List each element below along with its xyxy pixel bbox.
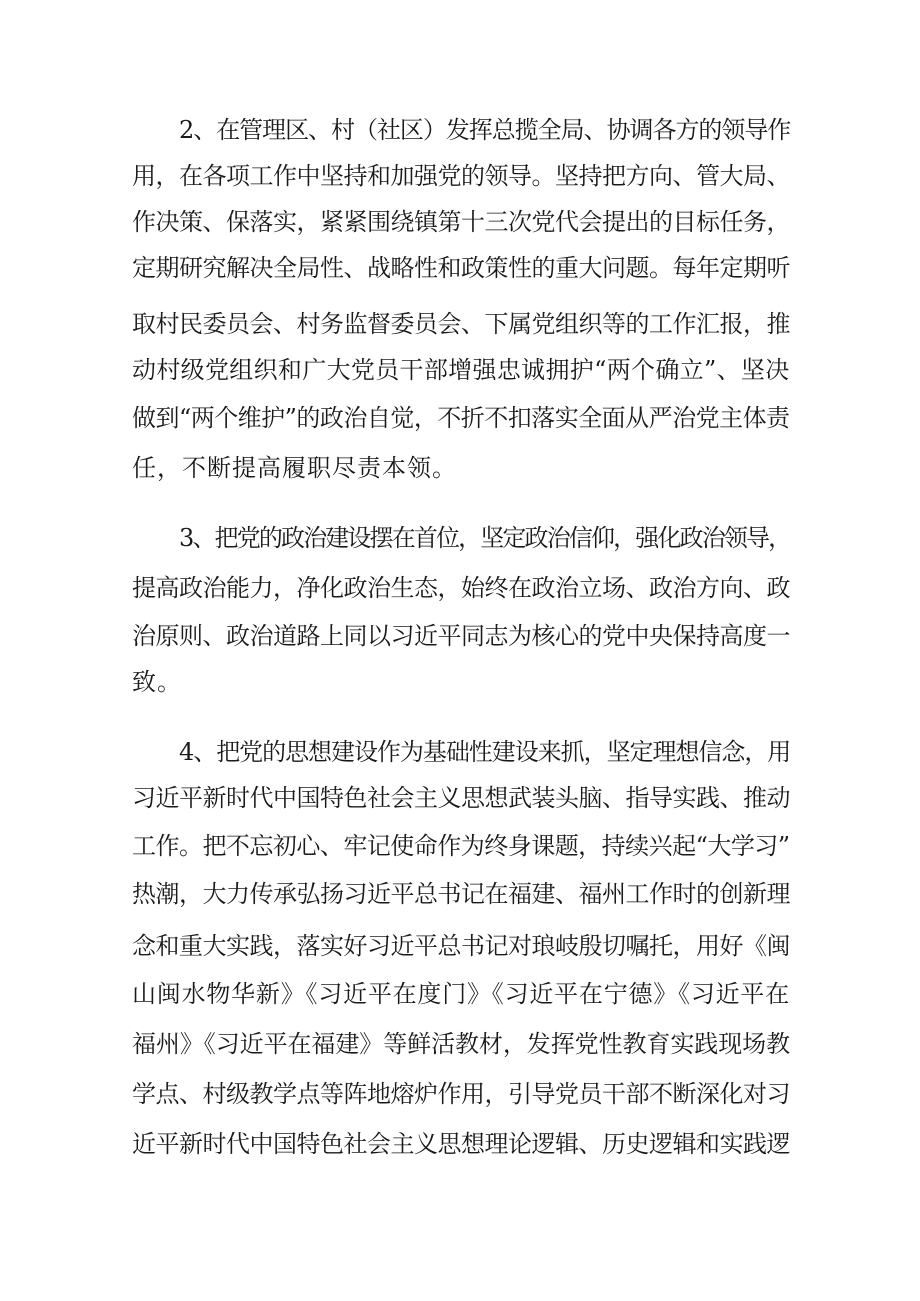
text-line: 定期研究解决全局性、战略性和政策性的重大问题。每年定期听 [132,254,790,282]
text-line: 习近平新时代中国特色社会主义思想武装头脑、指导实践、推动 [132,784,790,812]
text-line: 念和重大实践，落实好习近平总书记对琅岐殷切嘱托，用好《闽 [132,932,790,960]
text-line: 取村民委员会、村务监督委员会、下属党组织等的工作汇报，推 [132,310,790,338]
text-line: 作决策、保落实，紧紧围绕镇第十三次党代会提出的目标任务， [132,208,790,236]
text-line: 动村级党组织和广大党员干部增强忠诚拥护“两个确立”、坚决 [132,356,790,384]
text-line: 做到“两个维护”的政治自觉，不折不扣落实全面从严治党主体责 [132,404,790,432]
text-line: 治原则、政治道路上同以习近平同志为核心的党中央保持高度一 [132,622,790,650]
text-line: 用，在各项工作中坚持和加强党的领导。坚持把方向、管大局、 [132,162,790,190]
text-line: 学点、村级教学点等阵地熔炉作用，引导党员干部不断深化对习 [132,1080,790,1108]
text-line: 热潮，大力传承弘扬习近平总书记在福建、福州工作时的创新理 [132,880,790,908]
text-line: 福州》《习近平在福建》等鲜活教材，发挥党性教育实践现场教 [132,1030,790,1058]
text-line: 提高政治能力，净化政治生态，始终在政治立场、政治方向、政 [132,574,790,602]
text-line: 山闽水物华新》《习近平在度门》《习近平在宁德》《习近平在 [132,980,790,1008]
text-line: 致。 [132,668,182,696]
text-line: 2、在管理区、村（社区）发挥总揽全局、协调各方的领导作 [179,116,791,144]
text-line: 近平新时代中国特色社会主义思想理论逻辑、历史逻辑和实践逻 [132,1130,790,1158]
text-line: 3、把党的政治建设摆在首位，坚定政治信仰，强化政治领导， [179,524,791,552]
text-line: 任，不断提高履职尽责本领。 [132,454,457,482]
text-line: 4、把党的思想建设作为基础性建设来抓，坚定理想信念，用 [179,738,791,766]
text-line: 工作。把不忘初心、牢记使命作为终身课题，持续兴起“大学习” [132,832,790,860]
